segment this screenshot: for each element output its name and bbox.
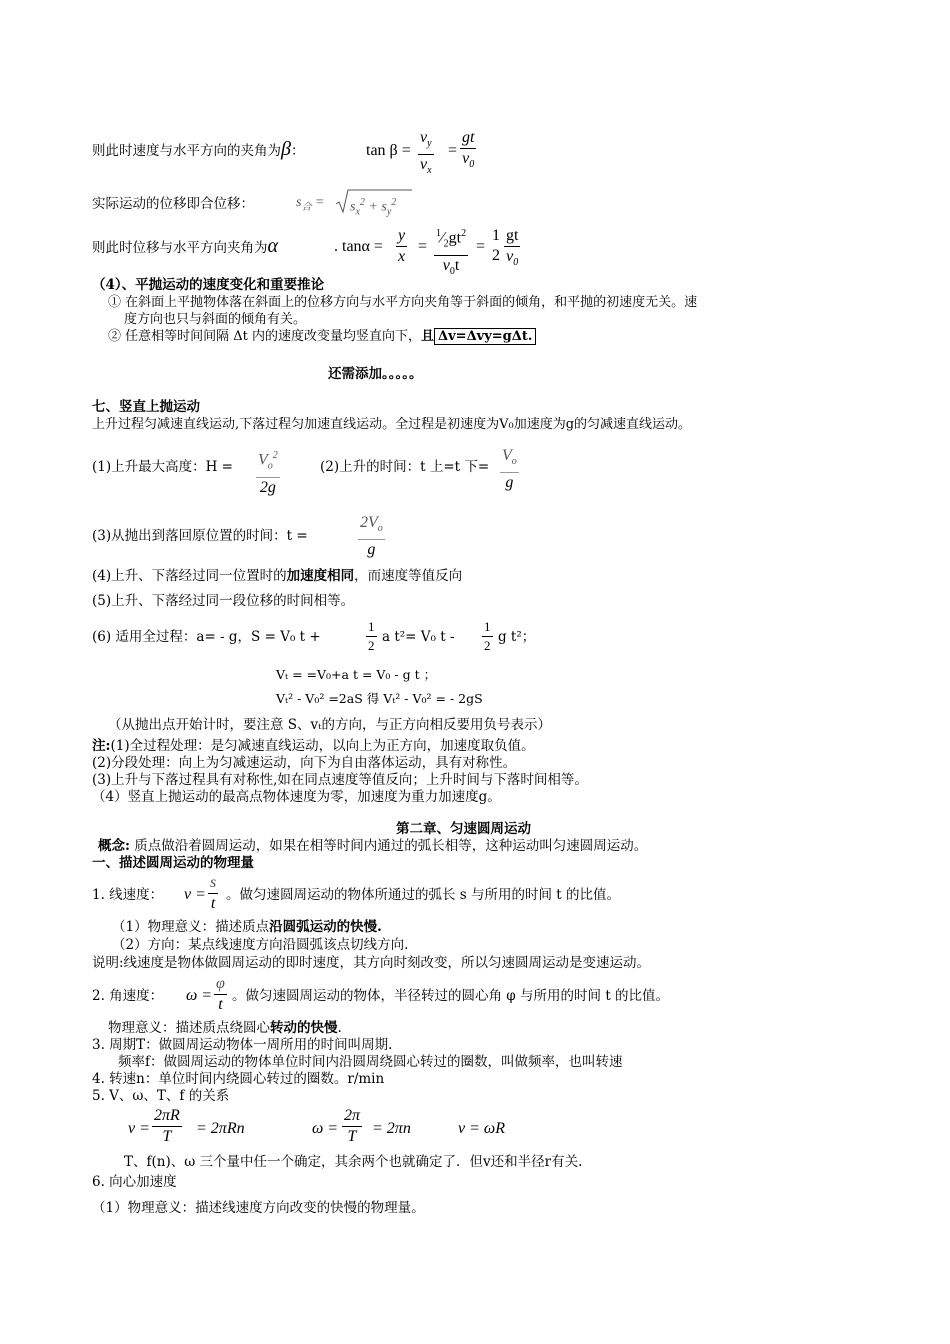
linear-velocity-direction: （2）方向：某点线速度方向沿圆弧该点切线方向.: [112, 937, 409, 953]
formula-tan-alpha: . tanα =: [334, 238, 383, 255]
item-2-rise-time: (2)上升的时间：t 上=t 下=: [320, 459, 490, 475]
period-def: 3. 周期T：做圆周运动物体一周所用的时间叫周期.: [92, 1037, 393, 1053]
formula-tan-beta: tan β =: [366, 142, 411, 159]
centripetal-acceleration-title: 6. 向心加速度: [92, 1174, 177, 1190]
note-4: （4）竖直上抛运动的最高点物体速度为零，加速度为重力加速度g。: [92, 789, 501, 805]
note-1: 注:(1)全过程处理：是匀减速直线运动，以向上为正方向，加速度取负值。: [92, 738, 535, 754]
item-4: (4)上升、下落经过同一位置时的加速度相同，而速度等值反向: [92, 568, 463, 584]
fraction-v0sq-2g: $\frac{V_o^2}{2g}$: [258, 450, 278, 496]
need-more-note: 还需添加。。。。。: [328, 366, 423, 382]
chapter-2-title: 第二章、匀速圆周运动: [396, 821, 531, 837]
section-1-title: 一、描述圆周运动的物理量: [92, 855, 254, 871]
angular-velocity-label: 2. 角速度：: [92, 988, 164, 1004]
rotation-speed-def: 4. 转速n：单位时间内绕圆心转过的圈数。r/min: [92, 1071, 385, 1087]
relation-2piRn: = 2πRn: [196, 1120, 245, 1137]
section-7-title: 七、竖直上抛运动: [92, 399, 200, 415]
formula-v: v =: [184, 886, 206, 903]
fraction-half-a: $\frac{1}{2}$: [368, 619, 375, 653]
note-3: (3)上升与下落过程具有对称性,如在同点速度等值反向；上升时间与下落时间相等。: [92, 772, 588, 788]
fraction-s-t: $\frac{s}{t}$: [210, 874, 217, 912]
relation-omega: ω =: [312, 1120, 339, 1137]
relation-v: v =: [128, 1120, 150, 1137]
item-6-note: （从抛出点开始计时，要注意 S、vₜ的方向，与正方向相反要用负号表示）: [108, 717, 551, 733]
beta-symbol: β: [281, 138, 291, 160]
angular-velocity-def: 。做匀速圆周运动的物体，半径转过的圆心角 φ 与所用的时间 t 的比值。: [232, 988, 670, 1004]
document-page: 则此时速度与水平方向的夹角为β： tan β = $\frac{v_y}{v_x}$ = $\frac{gt}{v_0}$ 实际运动的位移即合位移： $s_合$ = $s_x^2 + s_y^2$ 则此时位移与水平方向夹角为α . tanα = $\frac{y}{x}$ = $\frac{^1⁄_2gt^2}{v_0t}$ = 1 2 $\frac{gt}{v_0}$ （4）、平抛运动的速度变化和重要推论 ① 在斜面上平抛物体落在斜面上的位移方向与水平方向夹角等于斜面的倾角，和平抛的初速度无关。速 度方向也只与斜面的倾角有关。 ② 任意相等时间间隔 Δt 内的速度改变量均竖直向下，且 Δv=Δvy=gΔt. 还需添加。。。。。 七、竖直上抛运动 上升过程匀减速直线运动,下落过程匀加速直线运动。全过程是初速度为V₀加速度为g的匀减速直线运动。 (1)上升最大高度：H = $\frac{V_o^2}{2g}$ (2)上升的时间：t 上=t 下= $\frac{V_o}{g}$ (3)从抛出到落回原位置的时间：t = $\frac{2V_o}{g}$ (4)上升、下落经过同一位置时的加速度相同，而速度等值反向 (5)上升、下落经过同一段位移的时间相等。 (6) 适用全过程：a= - g，S = V₀ t + $\frac{1}{2}$ a t²= V₀ t - $\frac{1}{2}$ g t²； Vₜ = =V₀+a t = V₀ - g t ； Vₜ² - V₀² =2aS 得 Vₜ² - V₀² = - 2gS （从抛出点开始计时，要注意 S、vₜ的方向，与正方向相反要用负号表示） 注:(1)全过程处理：是匀减速直线运动，以向上为正方向，加速度取负值。 (2)分段处理：向上为匀减速运动，向下为自由落体运动，具有对称性。 (3)上升与下落过程具有对称性,如在同点速度等值反向；上升时间与下落时间相等。 （4）竖直上抛运动的最高点物体速度为零，加速度为重力加速度g。 第二章、匀速圆周运动 概念: 质点做沿着圆周运动，如果在相等时间内通过的弧长相等，这种运动叫匀速圆周运动。 一、描述圆周运动的物理量 1. 线速度： v = $\frac{s}{t}$ 。做匀速圆周运动的物体所通过的弧长 s 与所用的时间 t 的比值。 （1）物理意义：描述质点沿圆弧运动的快慢. （2）方向：某点线速度方向沿圆弧该点切线方向. 说明:线速度是物体做圆周运动的即时速度，其方向时刻改变，所以匀速圆周运动是变速运动。 2. 角速度： ω = $\frac{\varphi}{t}$ 。做匀速圆周运动的物体，半径转过的圆心角 φ 与所用的时间 t 的比值。 物理意义：描述质点绕圆心转动的快慢. 3. 周期T：做圆周运动物体一周所用的时间叫周期. 频率f：做圆周运动的物体单位时间内沿圆周绕圆心转过的圈数，叫做频率，也叫转速 4. 转速n：单位时间内绕圆心转过的圈数。r/min 5. V、ω、T、f 的关系 v = $\frac{2\pi R}{T}$ = 2πRn ω = $\frac{2\pi}{T}$ = 2πn v = ωR T、f(n)、ω 三个量中任一个确定，其余两个也就确定了．但v还和半径r有关. 6. 向心加速度 （1）物理意义：描述线速度方向改变的快慢的物理量。: [92, 129, 698, 1216]
item-6-mid: a t²= V₀ t -: [382, 629, 455, 645]
fraction-half-gt2: $\frac{^1⁄_2gt^2}{v_0t}$: [434, 224, 468, 282]
boxed-formula: Δv=Δvy=gΔt.: [434, 328, 536, 345]
section-4-item-2: ② 任意相等时间间隔 Δt 内的速度改变量均竖直向下，且 Δv=Δvy=gΔt.: [108, 328, 536, 346]
fraction-gt-v0-b: $\frac{gt}{v_0}$: [506, 227, 519, 269]
item-5: (5)上升、下落经过同一段位移的时间相等。: [92, 593, 355, 609]
fraction-half-g: $\frac{1}{2}$: [484, 619, 491, 653]
alpha-symbol: α: [267, 235, 278, 257]
fraction-gt-v0: $\frac{gt}{v_0}$: [462, 129, 475, 171]
section-7-description: 上升过程匀减速直线运动,下落过程匀加速直线运动。全过程是初速度为V₀加速度为g的匀减速直线运动。: [92, 417, 692, 432]
concept-line: 概念: 质点做沿着圆周运动，如果在相等时间内通过的弧长相等，这种运动叫匀速圆周运动。: [98, 838, 648, 854]
linear-velocity-note: 说明:线速度是物体做圆周运动的即时速度，其方向时刻改变，所以匀速圆周运动是变速运动。: [92, 955, 651, 971]
relation-v-omegaR: v = ωR: [458, 1120, 505, 1137]
fraction-2pi-T: $\frac{2\pi}{T}$: [344, 1107, 361, 1145]
section-4-item-1-cont: 度方向也只与斜面的倾角有关。: [124, 312, 307, 327]
fraction-v0-g: $\frac{V_o}{g}$: [502, 447, 517, 492]
formula-s-he: $s_合$ =: [296, 195, 325, 213]
item-3-total-time: (3)从抛出到落回原位置的时间：t =: [92, 528, 308, 544]
linear-velocity-label: 1. 线速度：: [92, 887, 164, 903]
item-6-velocity-squared: Vₜ² - V₀² =2aS 得 Vₜ² - V₀² = - 2gS: [276, 691, 483, 706]
formula-omega: ω =: [186, 987, 213, 1004]
angular-velocity-meaning: 物理意义：描述质点绕圆心转动的快慢.: [108, 1020, 342, 1036]
relation-2pin: = 2πn: [372, 1120, 411, 1137]
item-6-velocity: Vₜ = =V₀+a t = V₀ - g t ；: [276, 667, 437, 682]
equals-sign: =: [476, 238, 486, 255]
fraction-vy-vx: $\frac{v_y}{v_x}$: [420, 129, 432, 177]
centripetal-acceleration-meaning: （1）物理意义：描述线速度方向改变的快慢的物理量。: [92, 1200, 425, 1216]
text-line: 实际运动的位移即合位移：: [92, 196, 254, 212]
fraction-y-x: $\frac{y}{x}$: [398, 227, 406, 265]
fraction-2piR-T: $\frac{2\pi R}{T}$: [154, 1107, 180, 1145]
frequency-def: 频率f：做圆周运动的物体单位时间内沿圆周绕圆心转过的圈数，叫做频率，也叫转速: [118, 1054, 623, 1070]
fraction-1-2v0: 1 2: [492, 227, 500, 264]
fraction-2v0-g: $\frac{2V_o}{g}$: [360, 514, 383, 559]
item-6: (6) 适用全过程：a= - g，S = V₀ t +: [92, 629, 321, 645]
equals-sign: =: [418, 238, 428, 255]
equals-sign: =: [448, 142, 458, 159]
relation-note: T、f(n)、ω 三个量中任一个确定，其余两个也就确定了．但v还和半径r有关.: [124, 1154, 583, 1170]
text-line: 则此时位移与水平方向夹角为α: [92, 235, 278, 257]
fraction-phi-t: $\frac{\varphi}{t}$: [216, 975, 225, 1013]
section-4-title: （4）、平抛运动的速度变化和重要推论: [92, 277, 325, 293]
text-line: 则此时速度与水平方向的夹角为β：: [92, 138, 305, 160]
relations-title: 5. V、ω、T、f 的关系: [92, 1088, 230, 1104]
note-2: (2)分段处理：向上为匀减速运动，向下为自由落体运动，具有对称性。: [92, 755, 517, 771]
linear-velocity-def: 。做匀速圆周运动的物体所通过的弧长 s 与所用的时间 t 的比值。: [226, 887, 621, 903]
item-1-max-height: (1)上升最大高度：H =: [92, 459, 233, 475]
section-4-item-1: ① 在斜面上平抛物体落在斜面上的位移方向与水平方向夹角等于斜面的倾角，和平抛的初速度无关。速: [108, 295, 698, 310]
item-6-end: g t²；: [498, 629, 536, 645]
linear-velocity-meaning: （1）物理意义：描述质点沿圆弧运动的快慢.: [112, 919, 382, 935]
